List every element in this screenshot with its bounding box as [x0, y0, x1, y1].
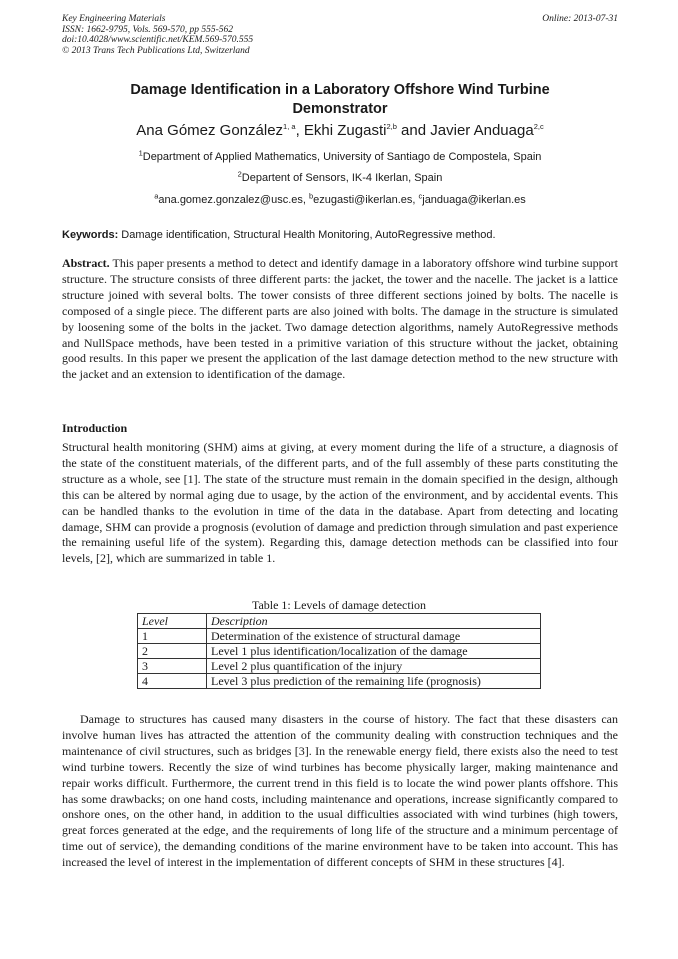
- affiliation-1: [62, 150, 618, 164]
- intro-paragraph-1: Structural health monitoring (SHM) aims at giving, at every moment during the life of a structure, a diagnosis of the state of the constituent materials, of the different parts, and of the full assembly of these parts constituting the structure as a whole, see [1]. The state of the structure must remain in the domain specified in the design, although this can be altered by normal aging due to usage, by the action of the environment, and by accidental events. This can be handled thanks to the evolution in time of the data in the database. Apart from detecting and locating damage, SHM can provide a prognosis (evolution of damage and prediction through simulation and past experience the remaining useful life of the system). Regarding this, damage detection methods can be classified into four levels, [2], which are summarized in table 1.: [62, 440, 618, 566]
- email-sup: b: [309, 191, 314, 201]
- email-sup: a: [154, 191, 159, 201]
- intro-paragraph-2: Damage to structures has caused many disasters in the course of history. The fact that these disasters can involve human lives has attracted the attention of the community dealing with construction techniques and the maintenance of civil structures, such as bridges [3]. In the renewable energy field, there exists also the need to test wind turbine towers. Recently the size of wind turbines has become physically larger, making maintenance and repair works difficult. Furthermore, the current trend in this field is to locate the wind power plants offshore. This has some drawbacks; on one hand costs, including maintenance and operations, increase significantly compared to onshore ones, on the other hand, in addition to the usual difficulties associated with wind turbines (high towers, great forces generated at the edge, and the requirements of long life of the structure and a minimum percentage of time out of service), the demanding conditions of the marine environment have to be taken into account. This has increased the level of interest in the implementation of different concepts of SHM in these structures [4].: [62, 712, 618, 870]
- author-name: Ekhi Zugasti: [303, 122, 387, 139]
- email-sup: c: [418, 191, 423, 201]
- author-sup: 2,b: [386, 122, 397, 131]
- keywords-label: Keywords:: [62, 229, 119, 241]
- table-row: [138, 674, 541, 689]
- email-link[interactable]: janduaga@ikerlan.es: [422, 194, 526, 206]
- title-line-1: Damage Identification in a Laboratory Offshore Wind Turbine: [130, 82, 550, 98]
- table-header-cell: Description: [207, 614, 541, 629]
- table-header-row: [138, 614, 541, 629]
- keywords: [62, 228, 618, 242]
- email-link[interactable]: ana.gomez.gonzalez@usc.es,: [158, 194, 309, 206]
- journal-name: Key Engineering Materials: [62, 14, 166, 24]
- journal-copyright: © 2013 Trans Tech Publications Ltd, Switzerland: [62, 45, 250, 56]
- table-cell: Determination of the existence of structural damage: [207, 629, 541, 644]
- abstract-label: Abstract.: [62, 256, 110, 270]
- section-heading-introduction: Introduction: [62, 421, 128, 435]
- author-name: Ana Gómez González: [136, 122, 284, 139]
- affiliation-text: Departent of Sensors, IK-4 Ikerlan, Spain: [241, 172, 443, 184]
- author-separator: ,: [295, 122, 304, 139]
- title-line-2: Demonstrator: [292, 101, 388, 117]
- author-list: [62, 121, 618, 141]
- table-row: [138, 644, 541, 659]
- table-row: [138, 659, 541, 674]
- keywords-text: Damage identification, Structural Health Monitoring, AutoRegressive method.: [118, 229, 496, 241]
- affiliation-2: [62, 171, 618, 185]
- journal-header: [62, 14, 618, 56]
- table-caption: Table 1: Levels of damage detection: [251, 598, 427, 612]
- abstract: [62, 256, 618, 383]
- table-cell: 4: [138, 674, 207, 689]
- author-sup: 1, a: [283, 122, 296, 131]
- table-cell: 3: [138, 659, 207, 674]
- paper-title: [62, 81, 618, 119]
- author-separator: and: [396, 122, 431, 139]
- affiliation-text: Department of Applied Mathematics, University of Santiago de Compostela, Spain: [142, 151, 542, 163]
- table-row: [138, 629, 541, 644]
- affiliation-sup: 1: [138, 148, 143, 158]
- email-list: [62, 193, 618, 207]
- table-cell: Level 1 plus identification/localization of the damage: [207, 644, 541, 659]
- journal-doi: doi:10.4028/www.scientific.net/KEM.569-570.555: [62, 35, 254, 45]
- table-cell: Level 3 plus prediction of the remaining life (prognosis): [207, 674, 541, 689]
- table-cell: Level 2 plus quantification of the injury: [207, 659, 541, 674]
- author-sup: 2,c: [533, 122, 544, 131]
- affiliation-sup: 2: [237, 169, 242, 179]
- abstract-text: This paper presents a method to detect and identify damage in a laboratory offshore wind turbine support structure. The structure consists of three different parts: the jacket, the tower and the nacelle. The jacket is a lattice structure joined with several bolts. The tower consists of three different sections joined by bolts. The nacelle is composed of a single piece. The different parts are also joined with bolts. The damage in the structure is simulated by loosening some of the bolts in the jacket. Two damage detection algorithms, namely AutoRegressive methods and NullSpace methods, have been tested in a primitive variation of this structure without the jacket, obtaining good results. In this paper we present the application of the last damage detection method to the new structure with the jacket and an extension to identification of the damage.: [62, 256, 618, 382]
- email-link[interactable]: ezugasti@ikerlan.es,: [313, 194, 419, 206]
- journal-issn: ISSN: 1662-9795, Vols. 569-570, pp 555-562: [62, 24, 233, 35]
- levels-table: [137, 613, 541, 689]
- author-name: Javier Anduaga: [430, 122, 534, 139]
- table-cell: 1: [138, 629, 207, 644]
- table-cell: 2: [138, 644, 207, 659]
- online-date: Online: 2013-07-31: [542, 14, 618, 24]
- table-header-cell: Level: [138, 614, 207, 629]
